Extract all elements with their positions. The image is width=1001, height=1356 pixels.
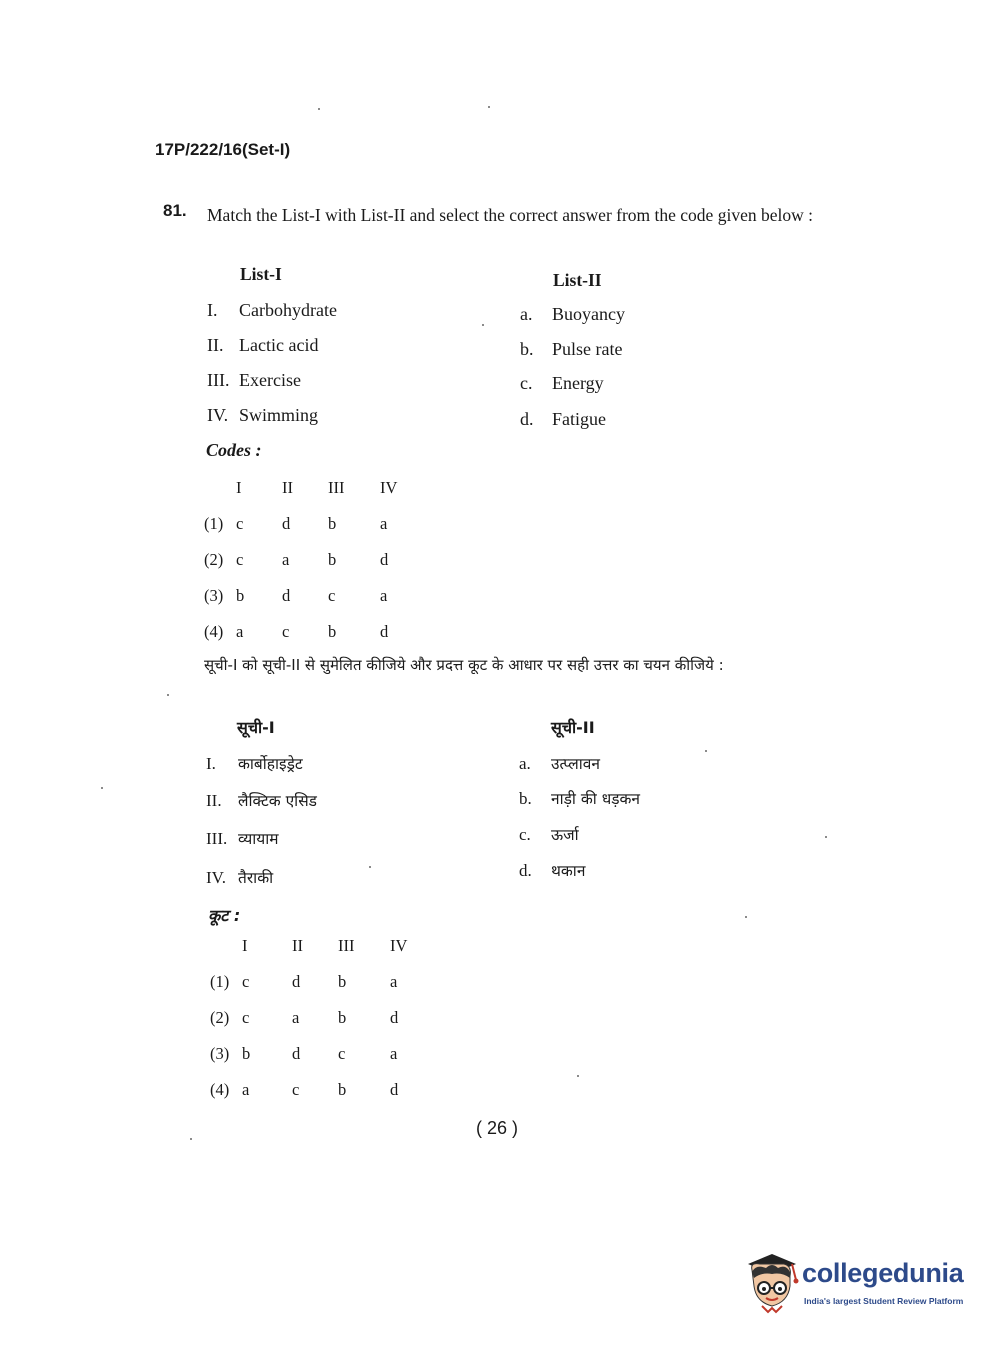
list-1-item-num: I. <box>207 300 218 320</box>
list-2-item-text: उत्प्लावन <box>551 755 601 773</box>
list-2-item-num: c. <box>519 825 531 844</box>
codes-option: (4) <box>204 622 224 641</box>
list-2-item-text: ऊर्जा <box>551 826 579 844</box>
list-1-item-text: Swimming <box>239 405 319 425</box>
list-2-item-num: d. <box>519 861 532 880</box>
codes-label-hindi: कूट : <box>208 906 241 925</box>
codes-cell: a <box>390 1044 398 1063</box>
codes-cell: a <box>292 1008 300 1027</box>
codes-row <box>204 506 420 542</box>
codes-cell: b <box>328 550 337 569</box>
codes-cell: a <box>380 514 388 533</box>
codes-header-cell: II <box>292 936 303 955</box>
codes-cell: b <box>338 1080 347 1099</box>
codes-cell: a <box>282 550 290 569</box>
list-1-item <box>207 300 337 321</box>
brand-name: collegedunia <box>802 1258 964 1288</box>
codes-cell: d <box>282 514 291 533</box>
scan-speck <box>369 866 371 868</box>
codes-cell: c <box>242 972 250 991</box>
list-2-item-num: b. <box>520 339 534 359</box>
list-2-item-text: Fatigue <box>552 409 606 429</box>
codes-row <box>210 1000 430 1036</box>
paper-code: 17P/222/16(Set-I) <box>155 140 291 159</box>
page-number: ( 26 ) <box>476 1118 519 1138</box>
list-2-item-hindi <box>519 823 579 845</box>
codes-row <box>210 964 430 1000</box>
codes-cell: d <box>292 1044 301 1063</box>
codes-cell: c <box>236 550 244 569</box>
codes-cell: d <box>390 1080 399 1099</box>
codes-cell: c <box>338 1044 346 1063</box>
codes-cell: a <box>390 972 398 991</box>
list-1-item-num: II. <box>207 335 224 355</box>
codes-row <box>210 1072 430 1108</box>
list-1-item-num: III. <box>206 829 228 848</box>
codes-cell: c <box>328 586 336 605</box>
list-2-item-num: b. <box>519 789 532 808</box>
codes-header-cell: I <box>236 478 242 497</box>
list-1-item-text: Lactic acid <box>239 335 319 355</box>
codes-header-cell: III <box>338 936 355 955</box>
codes-cell: b <box>236 586 245 605</box>
list-2-item-hindi <box>519 752 600 774</box>
list-1-item-hindi <box>206 827 279 849</box>
codes-option: (2) <box>204 550 224 569</box>
codes-cell: b <box>338 1008 347 1027</box>
collegedunia-watermark <box>742 1252 967 1314</box>
codes-header-cell: II <box>282 478 293 497</box>
list-2-item <box>520 304 625 325</box>
codes-row <box>210 1036 430 1072</box>
codes-option: (2) <box>210 1008 230 1027</box>
codes-cell: d <box>292 972 301 991</box>
list-1-header-hindi: सूची-I <box>237 718 275 737</box>
list-1-item <box>207 405 318 426</box>
list-2-item <box>520 373 604 394</box>
scan-speck <box>190 1138 192 1140</box>
codes-header-row <box>204 470 420 506</box>
codes-cell: d <box>380 550 389 569</box>
codes-cell: c <box>282 622 290 641</box>
list-1-item-hindi <box>206 752 303 774</box>
codes-cell: c <box>242 1008 250 1027</box>
scan-speck <box>577 1075 579 1077</box>
mascot-icon <box>742 1252 802 1314</box>
list-1-item-text: Exercise <box>239 370 301 390</box>
list-2-item-hindi <box>519 859 585 881</box>
codes-cell: c <box>292 1080 300 1099</box>
scan-speck <box>101 787 103 789</box>
list-2-item-text: थकान <box>551 862 586 880</box>
codes-header-cell: III <box>328 478 345 497</box>
list-1-header: List-I <box>240 264 282 284</box>
codes-cell: b <box>242 1044 251 1063</box>
list-1-item-text: व्यायाम <box>238 830 279 848</box>
scan-speck <box>705 750 707 752</box>
scan-speck <box>318 108 320 110</box>
codes-option: (1) <box>204 514 224 533</box>
scan-speck <box>167 694 169 696</box>
codes-cell: b <box>328 514 337 533</box>
codes-cell: c <box>236 514 244 533</box>
list-2-item-num: a. <box>519 754 531 773</box>
list-1-item-num: I. <box>206 754 216 773</box>
codes-row <box>204 578 420 614</box>
scan-speck <box>488 106 490 108</box>
codes-header-cell: IV <box>380 478 398 497</box>
list-1-item-num: II. <box>206 791 222 810</box>
codes-cell: a <box>242 1080 250 1099</box>
list-1-item-text: लैक्टिक एसिड <box>238 792 317 810</box>
list-1-item-num: IV. <box>207 405 229 425</box>
list-1-item-text: तैराकी <box>238 869 274 887</box>
codes-cell: a <box>380 586 388 605</box>
scan-speck <box>745 916 747 918</box>
scan-speck <box>825 836 827 838</box>
list-1-item-num: III. <box>207 370 230 390</box>
list-2-item <box>520 339 622 360</box>
brand-tagline: India's largest Student Review Platform <box>804 1296 964 1306</box>
codes-cell: a <box>236 622 244 641</box>
list-2-item-hindi <box>519 787 640 809</box>
list-2-item-text: नाड़ी की धड़कन <box>551 790 641 808</box>
question-text-english: Match the List-I with List-II and select the correct answer from the code given below : <box>207 205 813 225</box>
codes-header-cell: IV <box>390 936 408 955</box>
list-1-item <box>207 335 318 356</box>
codes-cell: b <box>338 972 347 991</box>
list-2-item-num: c. <box>520 373 533 393</box>
list-2-item-num: d. <box>520 409 534 429</box>
codes-header-cell: I <box>242 936 248 955</box>
list-2-item-num: a. <box>520 304 533 324</box>
list-2-header: List-II <box>553 270 602 290</box>
list-2-item-text: Pulse rate <box>552 339 623 359</box>
codes-cell: b <box>328 622 337 641</box>
codes-header-row <box>210 928 430 964</box>
question-text-hindi: सूची-I को सूची-II से सुमेलित कीजिये और प्रदत्त कूट के आधार पर सही उत्तर का चयन कीजिये : <box>204 656 724 674</box>
codes-row <box>204 614 420 650</box>
codes-row <box>204 542 420 578</box>
list-2-item-text: Energy <box>552 373 604 393</box>
codes-cell: d <box>380 622 389 641</box>
list-1-item-num: IV. <box>206 868 226 887</box>
list-1-item-hindi <box>206 789 317 811</box>
list-1-item-text: कार्बोहाइड्रेट <box>238 755 303 773</box>
list-1-item-hindi <box>206 866 273 888</box>
scan-speck <box>482 324 484 326</box>
codes-option: (4) <box>210 1080 230 1099</box>
codes-option: (3) <box>204 586 224 605</box>
list-1-item-text: Carbohydrate <box>239 300 337 320</box>
codes-cell: d <box>390 1008 399 1027</box>
codes-cell: d <box>282 586 291 605</box>
codes-option: (3) <box>210 1044 230 1063</box>
question-number: 81. <box>163 201 187 220</box>
list-1-item <box>207 370 301 391</box>
codes-table-hindi <box>210 928 430 1108</box>
list-2-item <box>520 409 606 430</box>
codes-label: Codes : <box>206 440 262 460</box>
codes-option: (1) <box>210 972 230 991</box>
list-2-item-text: Buoyancy <box>552 304 625 324</box>
codes-table <box>204 470 420 650</box>
list-2-header-hindi: सूची-II <box>551 718 595 737</box>
